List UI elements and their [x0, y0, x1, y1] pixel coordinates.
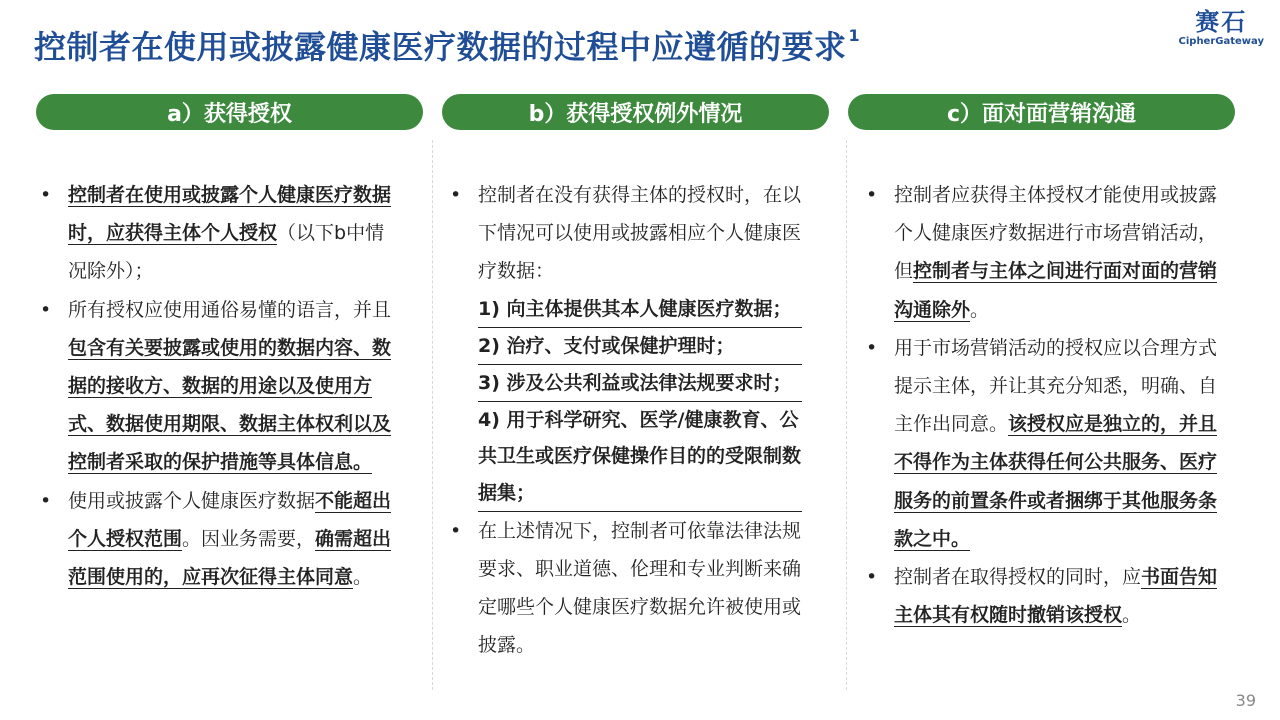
body-text: 用于市场营销活动的授权应以合理方式提示主体，并让其充分知悉，明确、自主作出同意。 — [894, 336, 1218, 436]
body-text: 。 — [353, 566, 373, 589]
list-item — [446, 512, 802, 665]
sub-item: 2) 治疗、支付或保健护理时； — [478, 328, 802, 365]
list-item — [446, 176, 802, 512]
column-header-b: b）获得授权例外情况 — [442, 94, 829, 130]
sub-item: 3) 涉及公共利益或法律法规要求时； — [478, 365, 802, 402]
body-text: 控制者在没有获得主体的授权时，在以下情况可以使用或披露相应个人健康医疗数据： — [478, 184, 802, 283]
bold-text: 不能超出个人授权范围 — [68, 489, 392, 550]
sub-item: 1) 向主体提供其本人健康医疗数据； — [478, 291, 802, 328]
column-c-content — [862, 176, 1218, 634]
page-title-text: 控制者在使用或披露健康医疗数据的过程中应遵循的要求 — [34, 28, 847, 66]
body-text: 所有授权应使用通俗易懂的语言，并且 — [68, 298, 392, 321]
bold-text: 书面告知主体其有权随时撤销该授权 — [894, 566, 1218, 627]
column-a-content — [36, 176, 392, 596]
footnote-marker: 1 — [848, 26, 861, 45]
body-text: 控制者在取得授权的同时，应 — [894, 566, 1142, 589]
body-text: 。 — [1122, 604, 1142, 627]
bold-text: 控制者与主体之间进行面对面的营销沟通除外 — [894, 260, 1218, 321]
logo-cn-text: 赛石 — [1195, 8, 1248, 36]
column-header-a: a）获得授权 — [36, 94, 423, 130]
body-text: 。 — [970, 298, 990, 321]
list-item — [36, 291, 392, 482]
column-header-c: c）面对面营销沟通 — [848, 94, 1235, 130]
brand-logo — [1179, 8, 1264, 48]
list-item — [862, 558, 1218, 634]
bold-text: 该授权应是独立的，并且不得作为主体获得任何公共服务、医疗服务的前置条件或者捆绑于其他服务条款之中。 — [894, 413, 1218, 550]
bold-text: 包含有关要披露或使用的数据内容、数据的接收方、数据的用途以及使用方式、数据使用期限、数据主体权利以及控制者采取的保护措施等具体信息。 — [68, 336, 392, 474]
list-item — [36, 176, 392, 291]
body-text: 在上述情况下，控制者可依靠法律法规要求、职业道德、伦理和专业判断来确定哪些个人健康医疗数据允许被使用或披露。 — [478, 519, 802, 657]
body-text: 使用或披露个人健康医疗数据 — [68, 489, 316, 512]
logo-en-text: CipherGateway — [1178, 36, 1264, 47]
page-title — [34, 22, 860, 68]
body-text: 。因业务需要， — [182, 527, 316, 550]
body-text: （以下b中情况除外）； — [68, 222, 385, 283]
body-text: 控制者应获得主体授权才能使用或披露个人健康医疗数据进行市场营销活动，但 — [894, 184, 1218, 283]
bold-text: 控制者在使用或披露个人健康医疗数据时，应获得主体个人授权 — [68, 184, 392, 245]
column-divider — [846, 140, 847, 690]
sub-item: 4) 用于科学研究、医学/健康教育、公共卫生或医疗保健操作目的的受限制数据集； — [478, 402, 802, 512]
list-item — [862, 176, 1218, 329]
page-number: 39 — [1235, 691, 1256, 710]
bold-text: 确需超出范围使用的，应再次征得主体同意 — [68, 527, 392, 589]
column-b-content — [446, 176, 802, 665]
list-item — [862, 329, 1218, 558]
list-item — [36, 482, 392, 597]
column-divider — [432, 140, 433, 690]
